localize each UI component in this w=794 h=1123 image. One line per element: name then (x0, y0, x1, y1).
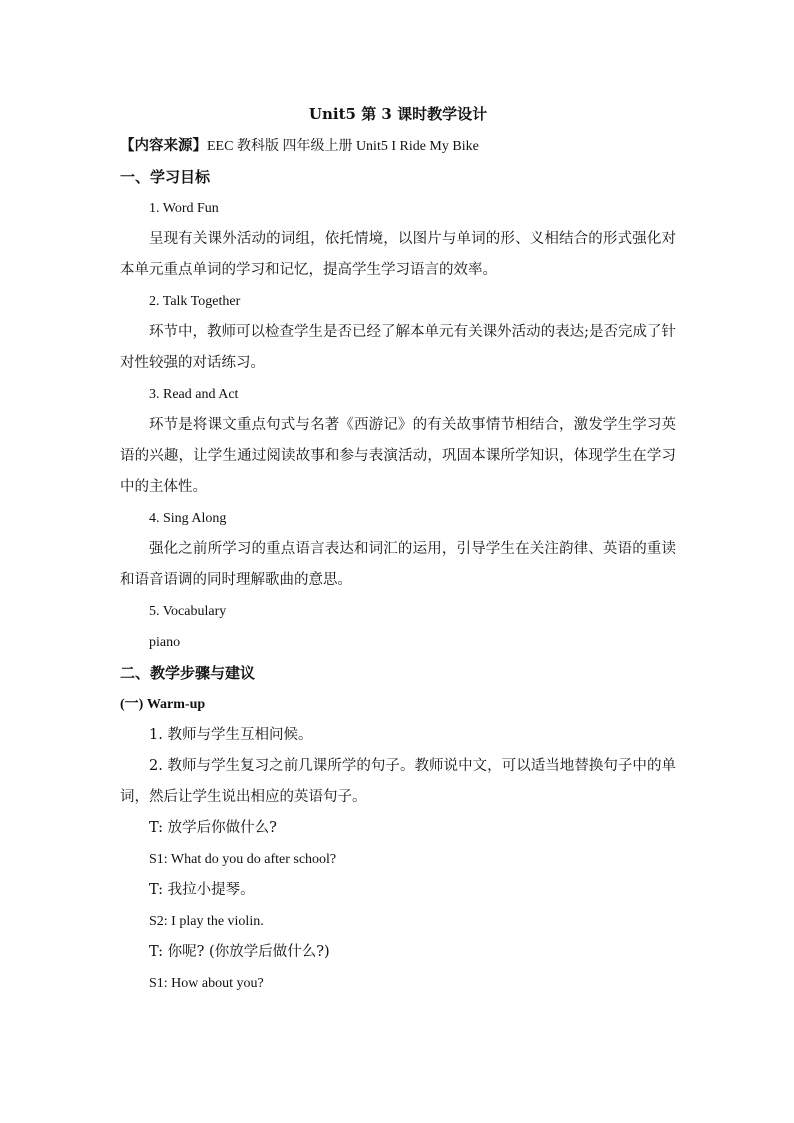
step-1: 1. 教师与学生互相问候。 (149, 727, 313, 743)
objective-text-2: 环节中，教师可以检查学生是否已经了解本单元有关课外活动的表达;是否完成了针对性较强的对话练习。 (120, 324, 676, 371)
section-heading-steps: 二、教学步骤与建议 (120, 664, 256, 682)
objective-label-5: 5. Vocabulary (149, 604, 227, 619)
objective-label-1: 1. Word Fun (149, 201, 219, 216)
content-source-label: 【内容来源】 (120, 137, 207, 154)
dialogue-line-3: T: 我拉小提琴。 (149, 882, 255, 898)
dialogue-line-4: S2: I play the violin. (149, 914, 264, 929)
objective-label-4: 4. Sing Along (149, 511, 227, 526)
step-2: 2. 教师与学生复习之前几课所学的句子。教师说中文，可以适当地替换句子中的单词，然后让学生说出相应的英语句子。 (120, 758, 676, 805)
objective-text-4: 强化之前所学习的重点语言表达和词汇的运用，引导学生在关注韵律、英语的重读和语音语调的同时理解歌曲的意思。 (120, 541, 676, 588)
objective-label-2: 2. Talk Together (149, 294, 241, 309)
objective-text-1: 呈现有关课外活动的词组，依托情境，以图片与单词的形、义相结合的形式强化对本单元重点单词的学习和记忆，提高学生学习语言的效率。 (120, 231, 676, 278)
objective-text-3: 环节是将课文重点句式与名著《西游记》的有关故事情节相结合，激发学生学习英语的兴趣，让学生通过阅读故事和参与表演活动，巩固本课所学知识，体现学生在学习中的主体性。 (120, 417, 676, 495)
document-body (120, 100, 676, 999)
subsection-heading-warmup: (一) Warm-up (120, 697, 206, 712)
objective-label-3: 3. Read and Act (149, 387, 239, 402)
vocabulary-word: piano (149, 635, 181, 650)
dialogue-line-2: S1: What do you do after school? (149, 852, 337, 867)
document-title: Unit5 第 3 课时教学设计 (308, 105, 488, 123)
dialogue-line-5: T: 你呢? (你放学后做什么?) (149, 944, 330, 960)
section-heading-objectives: 一、学习目标 (120, 168, 211, 186)
content-source (120, 130, 676, 162)
dialogue-line-1: T: 放学后你做什么? (149, 820, 277, 836)
content-source-text: EEC 教科版 四年级上册 Unit5 I Ride My Bike (207, 139, 479, 154)
dialogue-line-6: S1: How about you? (149, 976, 264, 991)
